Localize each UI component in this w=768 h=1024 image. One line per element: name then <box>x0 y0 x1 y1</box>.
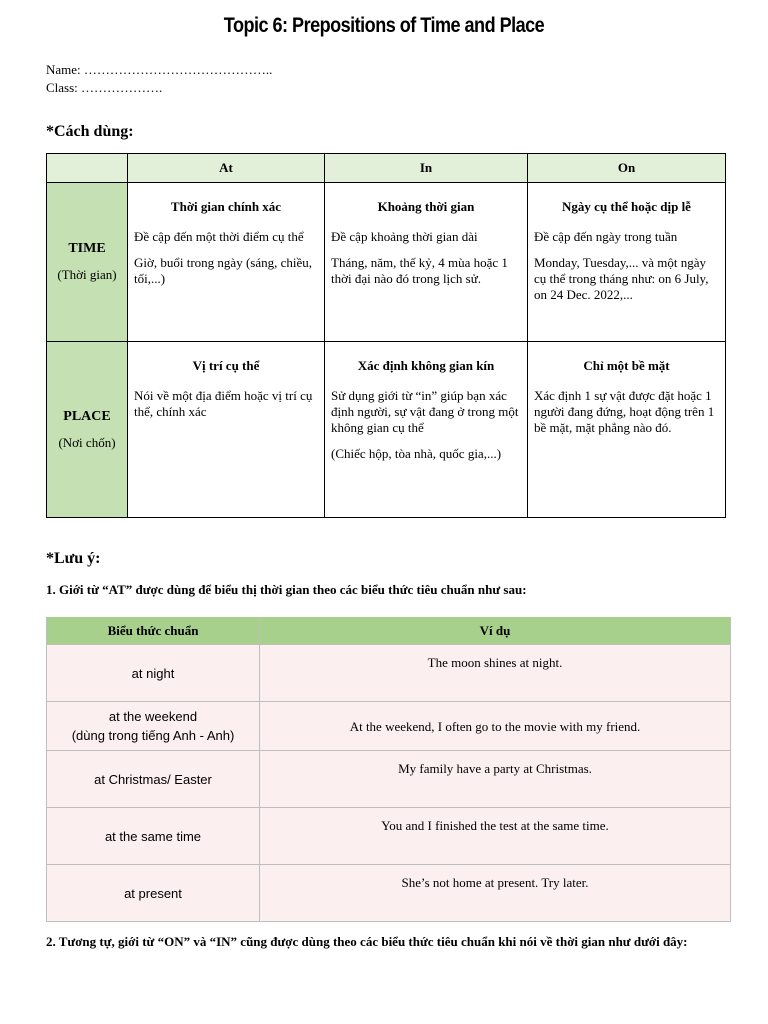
expression-cell: at night <box>47 645 260 702</box>
at-table-header <box>47 617 731 645</box>
class-field: Class: ………………. <box>46 80 163 95</box>
cell-text: Đề cập khoảng thời gian dài <box>331 229 478 244</box>
note-1: 1. Giới từ “AT” được dùng để biểu thị thời gian theo các biểu thức tiêu chuẩn như sau: <box>46 582 527 597</box>
note-2: 2. Tương tự, giới từ “ON” và “IN” cũng được dùng theo các biểu thức tiêu chuẩn khi nói về thời gian như dưới đây: <box>46 934 688 949</box>
expression-cell <box>47 702 260 751</box>
usage-table-corner <box>47 154 128 183</box>
row-subtitle: (Thời gian) <box>57 267 117 282</box>
table-row <box>47 751 731 808</box>
table-row <box>47 865 731 922</box>
cell-title: Ngày cụ thể hoặc dịp lễ <box>562 199 691 214</box>
cell-text: Tháng, năm, thế kỷ, 4 mùa hoặc 1 thời đại nào đó trong lịch sử. <box>331 255 508 286</box>
header-expression: Biểu thức chuẩn <box>47 617 260 645</box>
example-cell: The moon shines at night. <box>260 645 731 702</box>
row-subtitle: (Nơi chốn) <box>58 434 116 450</box>
table-row <box>47 808 731 865</box>
usage-table <box>46 153 726 518</box>
table-row <box>47 645 731 702</box>
row-title: PLACE <box>63 408 111 424</box>
cell-text: Giờ, buổi trong ngày (sáng, chiều, tối,...) <box>134 255 313 286</box>
example-cell: My family have a party at Christmas. <box>260 751 731 808</box>
column-header-on: On <box>528 154 726 183</box>
cell-text: Sử dụng giới từ “in” giúp bạn xác định người, sự vật đang ở trong một không gian cụ thể <box>331 388 519 435</box>
cell-time-in <box>325 183 528 342</box>
column-header-in: In <box>325 154 528 183</box>
cell-text: Xác định 1 sự vật được đặt hoặc 1 người đang đứng, hoạt động trên 1 bề mặt, mặt phẳng nào đó. <box>534 388 715 435</box>
usage-heading: *Cách dùng: <box>46 123 134 140</box>
cell-title: Thời gian chính xác <box>170 199 282 214</box>
cell-place-at <box>128 342 325 518</box>
expression-note: (dùng trong tiếng Anh - Anh) <box>71 728 235 743</box>
page-title: Topic 6: Prepositions of Time and Place <box>223 14 545 37</box>
cell-place-on <box>528 342 726 518</box>
note-heading: *Lưu ý: <box>46 550 101 567</box>
example-cell: You and I finished the test at the same time. <box>260 808 731 865</box>
at-expressions-table <box>46 617 731 922</box>
usage-table-header <box>47 154 726 183</box>
cell-title: Khoảng thời gian <box>377 199 475 214</box>
example-cell: At the weekend, I often go to the movie with my friend. <box>260 702 731 751</box>
cell-title: Vị trí cụ thể <box>192 358 260 373</box>
cell-time-at <box>128 183 325 342</box>
cell-time-on <box>528 183 726 342</box>
cell-place-in <box>325 342 528 518</box>
usage-row-time <box>47 183 726 342</box>
expression-text: at the weekend <box>108 709 198 724</box>
cell-title: Chỉ một bề mặt <box>583 358 670 373</box>
expression-cell: at the same time <box>47 808 260 865</box>
cell-title: Xác định không gian kín <box>357 358 495 373</box>
expression-cell: at Christmas/ Easter <box>47 751 260 808</box>
expression-cell: at present <box>47 865 260 922</box>
cell-text: Nói về một địa điểm hoặc vị trí cụ thể, chính xác <box>134 388 313 419</box>
row-header-place <box>47 342 128 518</box>
usage-row-place <box>47 342 726 518</box>
cell-text: (Chiếc hộp, tòa nhà, quốc gia,...) <box>331 446 502 461</box>
row-header-time <box>47 183 128 342</box>
cell-text: Đề cập đến ngày trong tuần <box>534 229 678 244</box>
row-title: TIME <box>68 241 106 256</box>
name-field: Name: …………………………………….. <box>46 62 273 77</box>
header-example: Ví dụ <box>260 617 731 645</box>
cell-text: Đề cập đến một thời điểm cụ thể <box>134 229 304 244</box>
column-header-at: At <box>128 154 325 183</box>
table-row <box>47 702 731 751</box>
example-cell: She’s not home at present. Try later. <box>260 865 731 922</box>
cell-text: Monday, Tuesday,... và một ngày cụ thể trong tháng như: on 6 July, on 24 Dec. 2022,... <box>534 255 709 302</box>
